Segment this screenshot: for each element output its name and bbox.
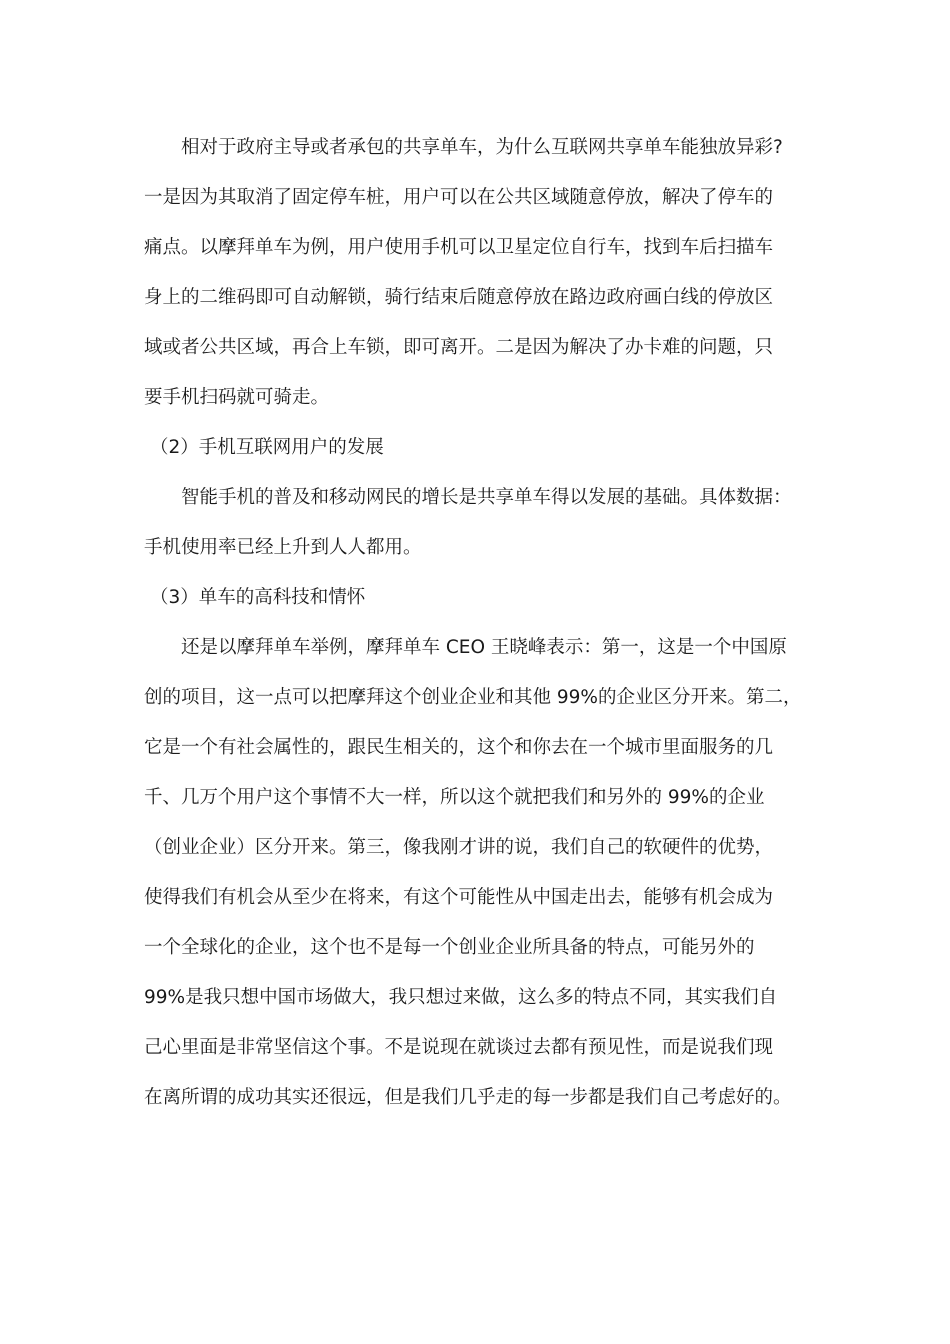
paragraph-line: 千、几万个用户这个事情不大一样，所以这个就把我们和另外的 99%的企业 [144, 787, 765, 808]
section-heading: （3）单车的高科技和情怀 [150, 587, 366, 608]
section-heading: （2）手机互联网用户的发展 [150, 437, 384, 458]
paragraph-line: 域或者公共区域，再合上车锁，即可离开。二是因为解决了办卡难的问题，只 [144, 337, 774, 358]
paragraph-line: 它是一个有社会属性的，跟民生相关的，这个和你去在一个城市里面服务的几 [144, 737, 774, 758]
paragraph-line: 要手机扫码就可骑走。 [144, 387, 330, 408]
paragraph-line: 在离所谓的成功其实还很远，但是我们几乎走的每一步都是我们自己考虑好的。 [144, 1087, 792, 1108]
document-body [144, 123, 814, 1123]
paragraph-line: 使得我们有机会从至少在将来，有这个可能性从中国走出去，能够有机会成为 [144, 887, 774, 908]
paragraph-line: 一个全球化的企业，这个也不是每一个创业企业所具备的特点，可能另外的 [144, 937, 755, 958]
paragraph-line: 一是因为其取消了固定停车桩，用户可以在公共区域随意停放，解决了停车的 [144, 187, 774, 208]
paragraph-line: （创业企业）区分开来。第三，像我刚才讲的说，我们自己的软硬件的优势， [144, 837, 774, 858]
paragraph-line: 手机使用率已经上升到人人都用。 [144, 537, 422, 558]
paragraph-line: 创的项目，这一点可以把摩拜这个创业企业和其他 99%的企业区分开来。第二， [144, 687, 802, 708]
paragraph-line: 智能手机的普及和移动网民的增长是共享单车得以发展的基础。具体数据： [181, 487, 792, 508]
paragraph-line: 相对于政府主导或者承包的共享单车，为什么互联网共享单车能独放异彩? [181, 137, 783, 158]
paragraph-line: 还是以摩拜单车举例，摩拜单车 CEO 王晓峰表示：第一，这是一个中国原 [181, 637, 787, 658]
paragraph-line: 痛点。以摩拜单车为例，用户使用手机可以卫星定位自行车，找到车后扫描车 [144, 237, 774, 258]
paragraph-line: 99%是我只想中国市场做大，我只想过来做，这么多的特点不同，其实我们自 [144, 987, 778, 1008]
paragraph-line: 身上的二维码即可自动解锁，骑行结束后随意停放在路边政府画白线的停放区 [144, 287, 774, 308]
paragraph-line: 己心里面是非常坚信这个事。不是说现在就谈过去都有预见性，而是说我们现 [144, 1037, 774, 1058]
